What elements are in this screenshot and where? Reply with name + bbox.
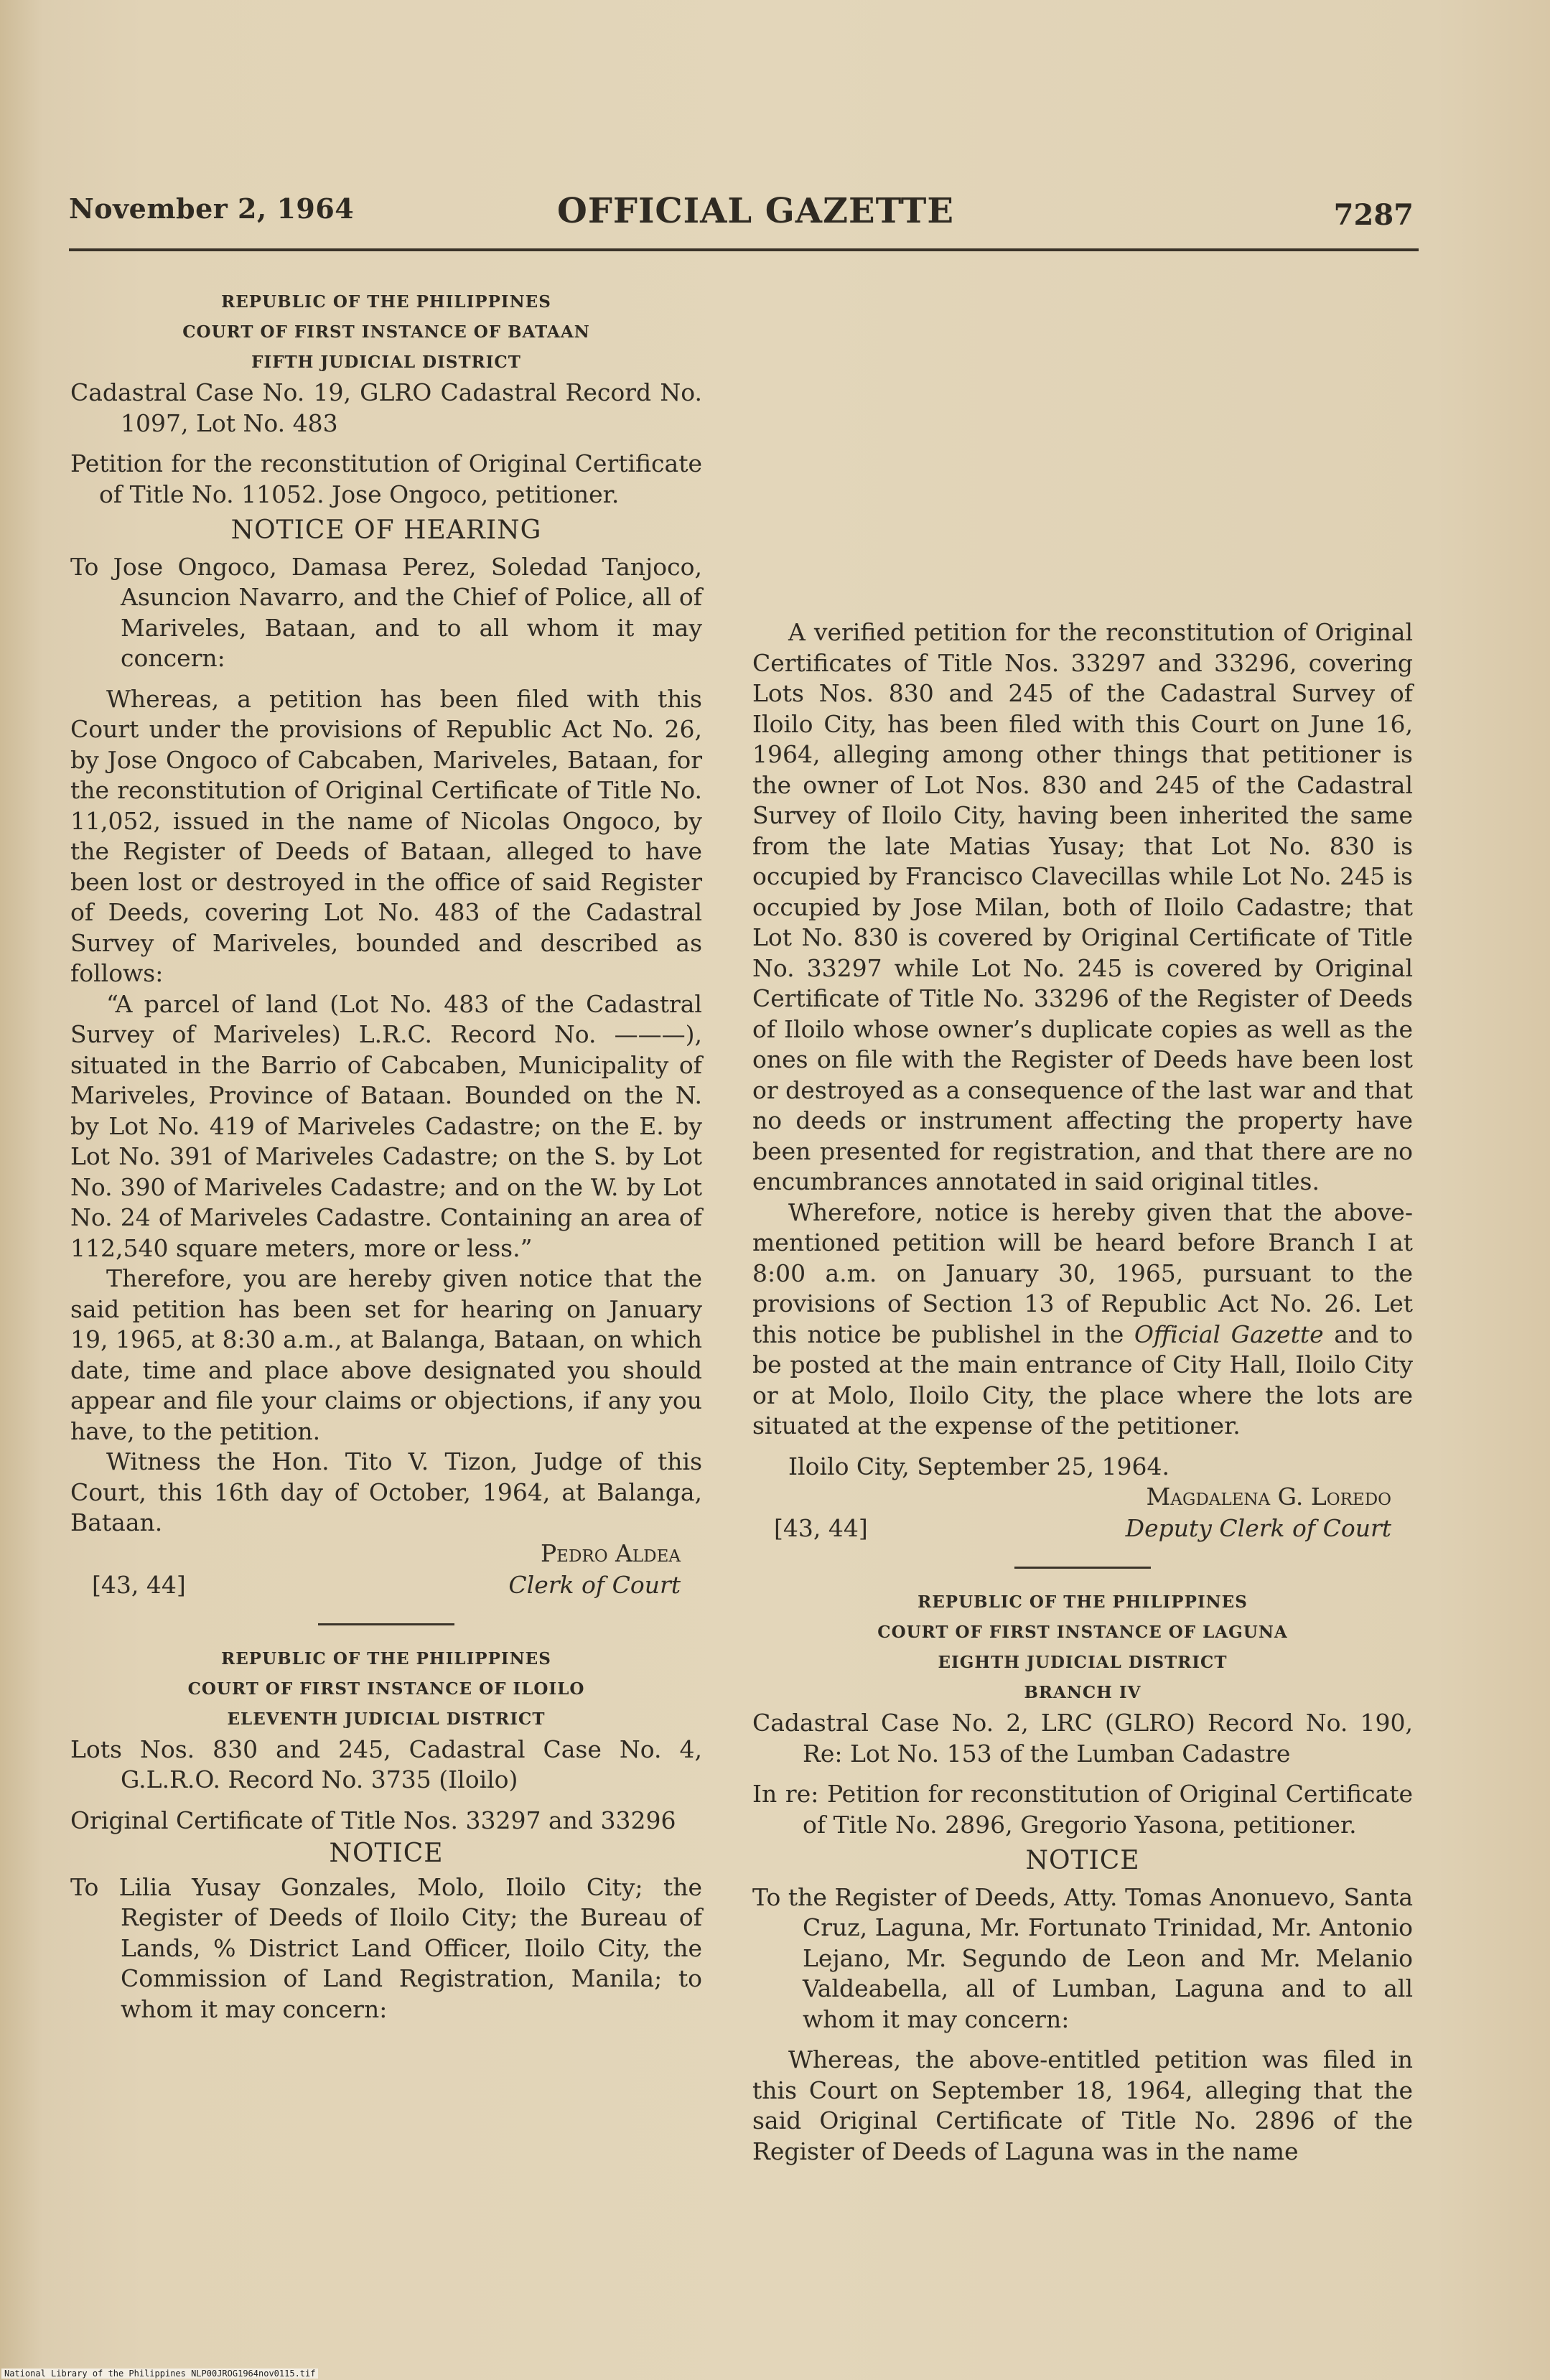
page-header: [69, 192, 1414, 243]
scan-footer: National Library of the Philippines NLP00JROG1964nov0115.tif: [1, 2369, 318, 2379]
notice1-para3: Therefore, you are hereby given notice that the said petition has been set for hearing on January 19, 1965, at 8:30 a.m., at Balanga, Bataan, on which date, time and place above designated you should appear and file your claims or objections, if any you have, to the petition.: [70, 1264, 702, 1445]
notice1-signature: [70, 1539, 702, 1605]
court-line: COURT OF FIRST INSTANCE OF BATAAN: [182, 322, 590, 342]
notice2-certificate: Original Certificate of Title Nos. 33297 and 33296: [70, 1806, 676, 1834]
notice2-court-block: [70, 1644, 702, 1735]
notice2-signer: Magdalena G. Loredo: [1146, 1483, 1391, 1511]
notice2-para1: A verified petition for the reconstitution of Original Certificates of Title Nos. 33297 and 33296, covering Lots Nos. 830 and 245 of the Cadastral Survey of Iloilo City, has been filed with this Court on June 16, 1964, alleging among other things that petitioner is the owner of Lot Nos. 830 and 245 of the Cadastral Survey of Iloilo City, having been inherited the same from the late Matias Yusay; that Lot No. 830 is occupied by Francisco Clavecillas while Lot No. 245 is occupied by Jose Milan, both of Iloilo Cadastre; that Lot No. 830 is covered by Original Certificate of Title No. 33297 while Lot No. 245 is covered by Original Certificate of Title No. 33296 of the Register of Deeds of Iloilo whose owner’s duplicate copies as well as the ones on file with the Register of Deeds have been lost or destroyed as a consequence of the last war and that no deeds or instrument affecting the property have been presented for registration, and that there are no encumbrances annotated in said original titles.: [752, 618, 1413, 1195]
notice2-signature: [752, 1482, 1413, 1548]
court-line: REPUBLIC OF THE PHILIPPINES: [221, 1648, 551, 1669]
notice3-court-block: [752, 1587, 1413, 1708]
notice2-para2-text-b: and to be posted at the main entrance of City Hall, Iloilo City or at Molo, Iloilo City, the place where the lots are situated at the expense of the petitioner.: [752, 1320, 1413, 1439]
court-line: EIGHTH JUDICIAL DISTRICT: [938, 1653, 1228, 1672]
court-line: BRANCH IV: [1024, 1683, 1142, 1702]
court-line: COURT OF FIRST INSTANCE OF ILOILO: [187, 1679, 585, 1699]
header-date: November 2, 1964: [69, 192, 355, 225]
notice2-case: Lots Nos. 830 and 245, Cadastral Case No. 4, G.L.R.O. Record No. 3735 (Iloilo): [70, 1735, 702, 1793]
court-line: REPUBLIC OF THE PHILIPPINES: [918, 1592, 1248, 1612]
notice1-ref: [43, 44]: [92, 1570, 186, 1599]
header-rule: [69, 248, 1419, 251]
notice2-signer-title: Deputy Clerk of Court: [1125, 1514, 1391, 1542]
notice1-signer-title: Clerk of Court: [508, 1570, 681, 1599]
right-column: [752, 287, 1413, 2167]
notice2-para2-italic: Official Gazette: [1134, 1320, 1324, 1348]
notice2-addressee: To Lilia Yusay Gonzales, Molo, Iloilo City; the Register of Deeds of Iloilo City; the Bureau of Lands, % District Land Officer, Iloilo City, the Commission of Land Registration, Manila; to whom it may concern:: [70, 1872, 702, 2023]
notice1-petition: Petition for the reconstitution of Original Certificate of Title No. 11052. Jose Ongoco, petitioner.: [70, 449, 702, 508]
notice2-dateline: Iloilo City, September 25, 1964.: [788, 1452, 1169, 1480]
section-divider: [1014, 1567, 1151, 1569]
page-number: 7287: [1333, 198, 1414, 232]
notice2-para2-text-a: Wherefore, notice is hereby given that the above-mentioned petition will be heard before Branch I at 8:00 a.m. on January 30, 1965, pursuant to the provisions of Section 13 of Republic Act No. 26. Let this notice be publishel in the: [752, 1198, 1413, 1348]
court-line: FIFTH JUDICIAL DISTRICT: [251, 353, 521, 372]
court-line: REPUBLIC OF THE PHILIPPINES: [221, 292, 551, 312]
notice2-para2: [752, 1198, 1413, 1442]
notice2-heading: NOTICE: [329, 1839, 444, 1868]
court-line: COURT OF FIRST INSTANCE OF LAGUNA: [877, 1623, 1288, 1642]
left-column: [70, 287, 702, 2025]
notice1-signer: Pedro Aldea: [540, 1539, 681, 1567]
notice3-para1: Whereas, the above-entitled petition was filed in this Court on September 18, 1964, alleging that the said Original Certificate of Title No. 2896 of the Register of Deeds of Laguna was in the name: [752, 2045, 1413, 2165]
notice3-heading: NOTICE: [1025, 1846, 1140, 1875]
notice1-heading: NOTICE OF HEARING: [230, 515, 542, 545]
notice1-para2: “A parcel of land (Lot No. 483 of the Cadastral Survey of Mariveles) L.R.C. Record No. ———), situated in the Barrio of Cabcaben, Municipality of Mariveles, Province of Bataan. Bounded on the N. by Lot No. 419 of Mariveles Cadastre; on the E. by Lot No. 391 of Mariveles Cadastre; on the S. by Lot No. 390 of Mariveles Cadastre; and on the W. by Lot No. 24 of Mariveles Cadastre. Containing an area of 112,540 square meters, more or less.”: [70, 989, 702, 1262]
publication-title: OFFICIAL GAZETTE: [557, 191, 954, 231]
notice3-case: Cadastral Case No. 2, LRC (GLRO) Record No. 190, Re: Lot No. 153 of the Lumban Cadastre: [752, 1709, 1413, 1768]
notice3-addressee: To the Register of Deeds, Atty. Tomas Anonuevo, Santa Cruz, Laguna, Mr. Fortunato Trinidad, Mr. Antonio Lejano, Mr. Segundo de Leon and Mr. Melanio Valdeabella, all of Lumban, Laguna and to all whom it may concern:: [752, 1882, 1413, 2033]
section-divider: [318, 1623, 454, 1625]
notice1-court-block: [70, 287, 702, 378]
notice1-para1: Whereas, a petition has been filed with this Court under the provisions of Republic Act No. 26, by Jose Ongoco of Cabcaben, Mariveles, Bataan, for the reconstitution of Original Certificate of Title No. 11,052, issued in the name of Nicolas Ongoco, by the Register of Deeds of Bataan, alleged to have been lost or destroyed in the office of said Register of Deeds, covering Lot No. 483 of the Cadastral Survey of Mariveles, bounded and described as follows:: [70, 684, 702, 987]
notice1-para4: Witness the Hon. Tito V. Tizon, Judge of this Court, this 16th day of October, 1964, at Balanga, Bataan.: [70, 1447, 702, 1536]
notice1-addressee: To Jose Ongoco, Damasa Perez, Soledad Tanjoco, Asuncion Navarro, and the Chief of Police, all of Mariveles, Bataan, and to all whom it may concern:: [70, 552, 702, 672]
notice1-case: Cadastral Case No. 19, GLRO Cadastral Record No. 1097, Lot No. 483: [70, 378, 702, 437]
notice3-petition: In re: Petition for reconstitution of Original Certificate of Title No. 2896, Gregorio Yasona, petitioner.: [752, 1780, 1413, 1839]
notice2-ref: [43, 44]: [774, 1514, 868, 1542]
court-line: ELEVENTH JUDICIAL DISTRICT: [227, 1709, 546, 1729]
